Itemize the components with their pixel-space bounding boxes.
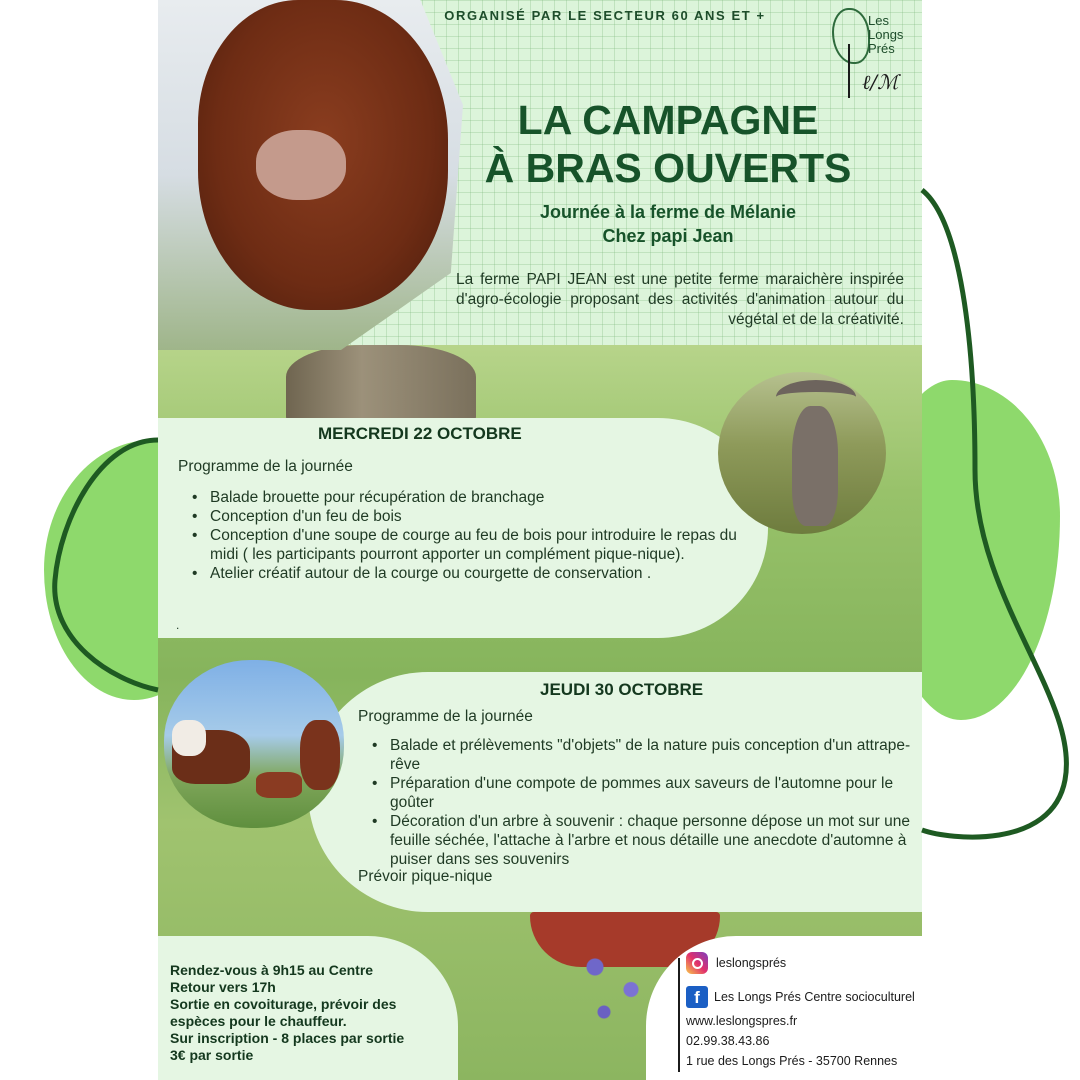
cow-nose <box>256 130 346 200</box>
list-item: • Atelier créatif autour de la courge ou courgette de conservation . <box>190 564 750 583</box>
list-item: • Conception d'une soupe de courge au feu de bois pour introduire le repas du midi ( les participants pourront apporter un complément pique-nique). <box>190 526 750 564</box>
list-item: • Conception d'un feu de bois <box>190 507 750 526</box>
day1-trailing-mark: . <box>176 618 180 632</box>
facebook-page[interactable]: Les Longs Prés Centre socioculturel <box>714 990 915 1004</box>
instagram-handle[interactable]: leslongsprés <box>716 956 787 970</box>
rdv-line: Retour vers 17h <box>170 979 276 995</box>
tree-icon <box>832 8 870 64</box>
day1-intro: Programme de la journée <box>178 458 353 475</box>
list-item: • Balade brouette pour récupération de branchage <box>190 488 750 507</box>
rdv-line: espèces pour le chauffeur. <box>170 1013 347 1029</box>
organizer-line: ORGANISÉ PAR LE SECTEUR 60 ANS ET + <box>444 8 766 23</box>
poster <box>158 0 922 1080</box>
logo-text: Les Longs Prés <box>868 13 904 56</box>
donkey-body <box>792 406 838 526</box>
cow-face <box>172 720 206 756</box>
logo-stem <box>848 44 850 98</box>
main-title <box>458 96 878 192</box>
rdv-line: Sortie en covoiturage, prévoir des <box>170 996 397 1012</box>
day2-activity-list <box>370 736 916 869</box>
day2-footer: Prévoir pique-nique <box>358 868 493 885</box>
day2-title: JEUDI 30 OCTOBRE <box>540 680 704 699</box>
instagram-row[interactable] <box>686 952 786 974</box>
day1-activity-list <box>190 488 750 583</box>
farm-description: La ferme PAPI JEAN est une petite ferme maraichère inspirée d'agro-écologie proposant des activités d'animation autour du végétal et de la créativité. <box>456 271 904 328</box>
subtitle-line-1: Journée à la ferme de Mélanie <box>539 202 797 222</box>
cow-figure <box>300 720 340 790</box>
cows-photo <box>164 660 344 828</box>
day2-intro: Programme de la journée <box>358 708 533 725</box>
website-link[interactable]: www.leslongspres.fr <box>686 1014 798 1028</box>
address: 1 rue des Longs Prés - 35700 Rennes <box>686 1054 898 1068</box>
list-item: • Préparation d'une compote de pommes aux saveurs de l'automne pour le goûter <box>370 774 916 812</box>
day1-title: MERCREDI 22 OCTOBRE <box>318 424 522 443</box>
tree-trunk <box>286 345 476 425</box>
subtitle <box>458 200 878 248</box>
instagram-icon <box>686 952 708 974</box>
phone-number: 02.99.38.43.86 <box>686 1034 770 1048</box>
title-line-2: À BRAS OUVERTS <box>484 145 852 191</box>
subtitle-line-2: Chez papi Jean <box>602 226 734 246</box>
rdv-line: Sur inscription - 8 places par sortie <box>170 1030 405 1046</box>
title-line-1: LA CAMPAGNE <box>517 97 819 143</box>
cow-figure <box>256 772 302 798</box>
rdv-line: 3€ par sortie <box>170 1047 254 1063</box>
contact-divider <box>678 958 680 1072</box>
list-item: • Décoration d'un arbre à souvenir : chaque personne dépose un mot sur une feuille séchée, l'attache à l'arbre et nous détaille une anecdote d'automne à puiser dans ses souvenirs <box>370 812 916 869</box>
donkey-photo <box>718 372 886 534</box>
logo-signature: ℓ/ℳ <box>862 70 899 94</box>
facebook-icon: f <box>686 986 708 1008</box>
rendezvous-panel <box>158 936 458 1080</box>
facebook-row[interactable] <box>686 986 915 1008</box>
program-panel-day2 <box>308 672 922 912</box>
rdv-line: Rendez-vous à 9h15 au Centre <box>170 962 374 978</box>
les-longs-pres-logo <box>830 4 920 100</box>
list-item: • Balade et prélèvements "d'objets" de la nature puis conception d'un attrape-rêve <box>370 736 916 774</box>
bluebell-flowers <box>568 940 658 1030</box>
program-panel-day1 <box>158 418 768 638</box>
